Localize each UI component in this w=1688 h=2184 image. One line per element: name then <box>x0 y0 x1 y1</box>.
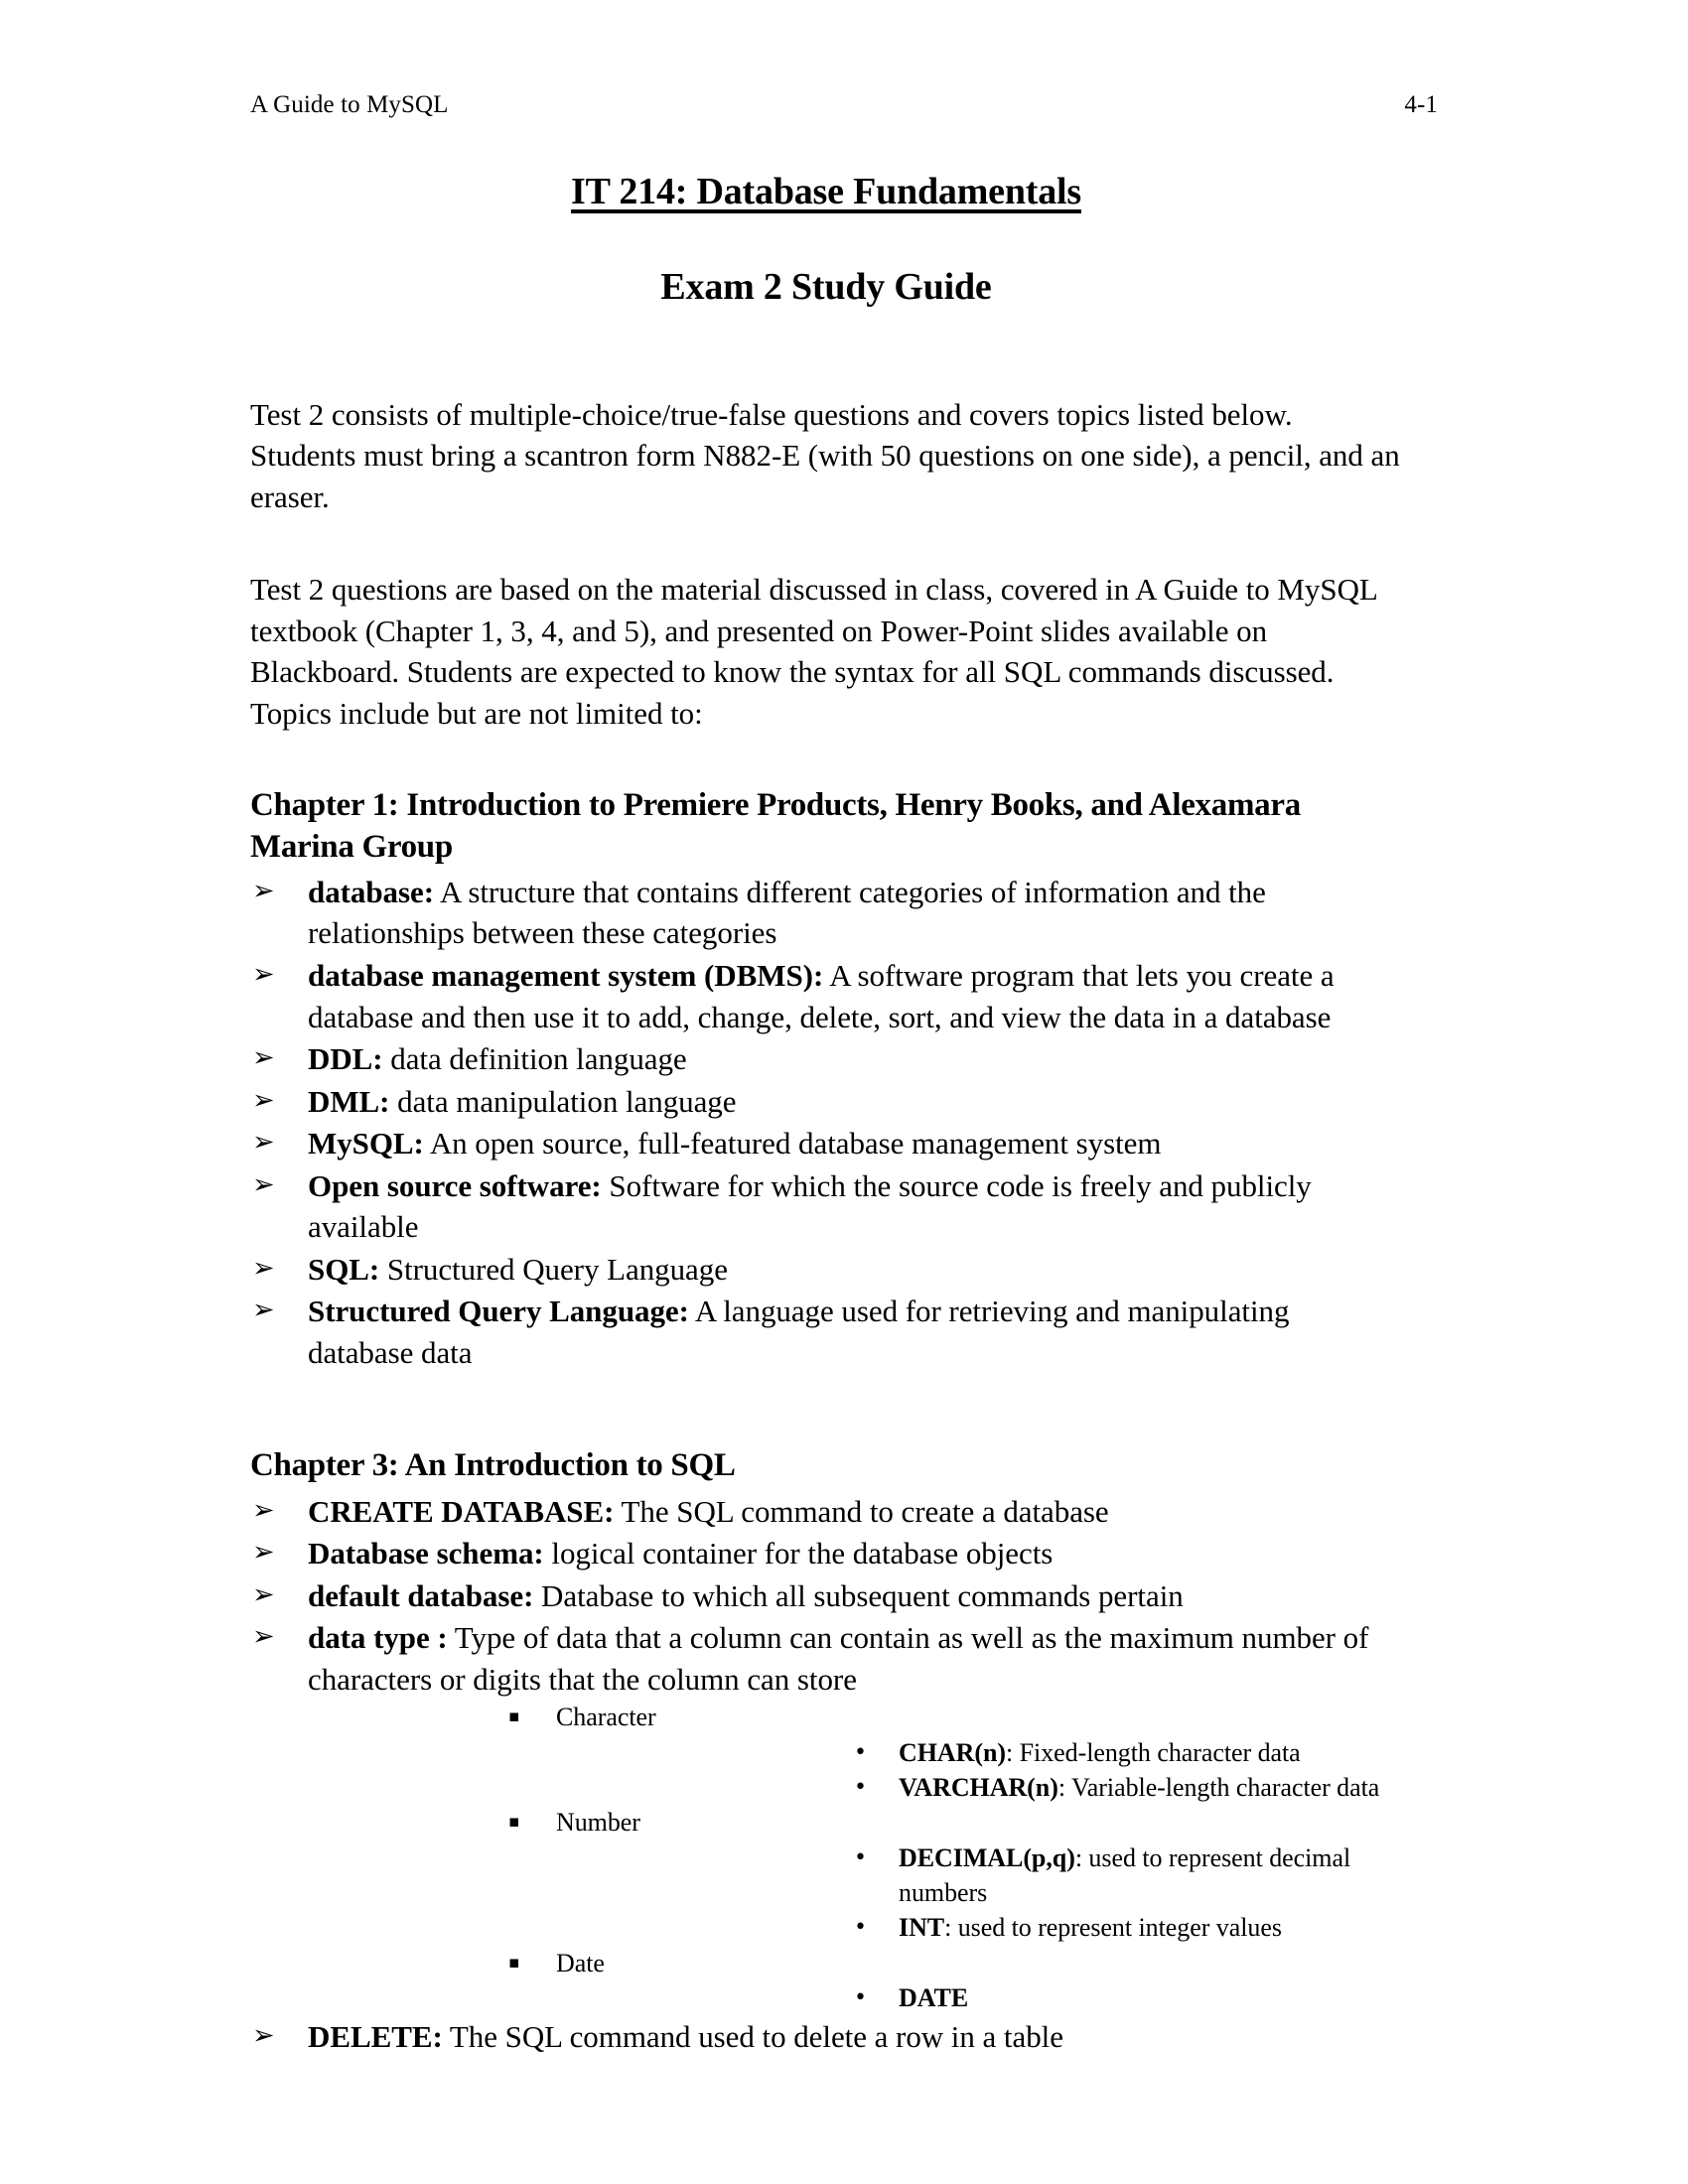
data-type-group-label: Number <box>556 1808 640 1838</box>
term-definition: Software for which the source code is freely and publicly available <box>308 1167 1312 1245</box>
term-label: MySQL: <box>308 1126 424 1161</box>
dot-bullet-icon: • <box>854 1915 867 1941</box>
running-header <box>250 91 1438 119</box>
arrow-bullet-icon: ➢ <box>252 1042 275 1074</box>
term-label: database: <box>308 874 435 909</box>
list-item <box>250 1617 1402 2015</box>
data-type-group-list <box>308 1700 1402 2015</box>
header-page-number: 4-1 <box>1404 91 1438 118</box>
chapter-3-list <box>250 1491 1402 2058</box>
arrow-bullet-icon: ➢ <box>252 1578 275 1610</box>
term-definition: data definition language <box>382 1041 687 1077</box>
list-item <box>556 1735 1402 1770</box>
dot-bullet-icon: • <box>854 1985 867 2011</box>
data-type-code: INT <box>899 1913 945 1943</box>
list-item <box>250 1291 1402 1373</box>
arrow-bullet-icon: ➢ <box>252 1494 275 1526</box>
term-definition: The SQL command to create a database <box>614 1493 1109 1529</box>
intro-paragraph-2: Test 2 questions are based on the material discussed in class, covered in A Guide to MySQL textbook (Chapter 1, 3, 4, and 5), and presented on Power-Point slides available on Blackboard. Students are expected to know the syntax for all SQL commands discussed. Topics include but are not limited to: <box>250 572 1377 731</box>
arrow-bullet-icon: ➢ <box>252 1252 275 1284</box>
dot-bullet-icon: • <box>854 1844 867 1870</box>
page-title-text: IT 214: Database Fundamentals <box>571 171 1081 212</box>
data-type-description: : Variable-length character data <box>1057 1772 1380 1802</box>
list-item <box>308 1700 1402 1805</box>
arrow-bullet-icon: ➢ <box>252 1084 275 1116</box>
data-type-code: CHAR(n) <box>899 1737 1006 1767</box>
arrow-bullet-icon: ➢ <box>252 875 275 906</box>
term-definition: logical container for the database objects <box>543 1536 1054 1571</box>
term-label: data type : <box>308 1620 448 1656</box>
chapter-3-heading: Chapter 3: An Introduction to SQL <box>250 1447 736 1484</box>
list-item <box>250 1575 1402 1617</box>
data-type-code: VARCHAR(n) <box>899 1772 1058 1802</box>
spacer <box>250 517 1402 569</box>
list-item <box>250 1165 1402 1248</box>
chapter-1-list <box>250 872 1402 1373</box>
dot-bullet-icon: • <box>854 1739 867 1765</box>
spacer <box>250 1374 1402 1445</box>
list-item <box>250 1081 1402 1123</box>
term-definition: data manipulation language <box>389 1083 737 1119</box>
spacer <box>250 734 1402 785</box>
square-bullet-icon: ▪ <box>508 1812 520 1833</box>
term-definition: A software program that lets you create a database and then use it to add, change, delete, sort, and view the data in a database <box>308 958 1335 1034</box>
data-type-description: : used to represent decimal numbers <box>899 1843 1351 1908</box>
term-label: CREATE DATABASE: <box>308 1493 615 1529</box>
intro-paragraph-1: Test 2 consists of multiple-choice/true-false questions and covers topics listed below. Students must bring a scantron form N882-E (with 50 questions on one side), a pencil, and an eraser. <box>250 396 1400 514</box>
page-title <box>250 169 1402 214</box>
document-body <box>250 169 1402 2059</box>
data-type-code: DECIMAL(p,q) <box>899 1843 1075 1872</box>
term-label: default database: <box>308 1577 534 1613</box>
term-label: DDL: <box>308 1041 383 1077</box>
term-label: SQL: <box>308 1251 380 1287</box>
list-item <box>250 1533 1402 1574</box>
term-definition: A language used for retrieving and manipulating database data <box>308 1294 1290 1370</box>
term-label: Open source software: <box>308 1167 602 1203</box>
data-type-group-label: Character <box>556 1703 656 1732</box>
term-label: DELETE: <box>308 2019 443 2055</box>
list-item <box>308 1946 1402 2016</box>
list-item <box>556 1980 1402 2015</box>
list-item <box>556 1841 1402 1911</box>
list-item <box>556 1910 1402 1945</box>
term-definition: Database to which all subsequent commands pertain <box>533 1577 1184 1613</box>
term-label: database management system (DBMS): <box>308 958 824 993</box>
arrow-bullet-icon: ➢ <box>252 1537 275 1569</box>
header-left-text: A Guide to MySQL <box>250 91 449 118</box>
list-item <box>250 955 1402 1037</box>
term-definition: Type of data that a column can contain as well as the maximum number of characters or digits that the column can store <box>308 1620 1369 1697</box>
term-definition: The SQL command used to delete a row in a table <box>442 2019 1063 2055</box>
list-item <box>250 872 1402 954</box>
list-item <box>250 1038 1402 1080</box>
arrow-bullet-icon: ➢ <box>252 2020 275 2052</box>
chapter-1-heading: Chapter 1: Introduction to Premiere Products, Henry Books, and Alexamara Marina Group <box>250 787 1301 865</box>
arrow-bullet-icon: ➢ <box>252 959 275 990</box>
term-label: Structured Query Language: <box>308 1294 689 1329</box>
data-type-group-label: Date <box>556 1948 605 1978</box>
list-item <box>556 1770 1402 1805</box>
square-bullet-icon: ▪ <box>508 1952 520 1973</box>
list-item <box>250 1249 1402 1291</box>
data-type-description: : used to represent integer values <box>944 1913 1282 1943</box>
list-item <box>308 1805 1402 1945</box>
arrow-bullet-icon: ➢ <box>252 1127 275 1159</box>
dot-bullet-icon: • <box>854 1774 867 1800</box>
page-subtitle: Exam 2 Study Guide <box>660 266 992 309</box>
term-label: DML: <box>308 1083 390 1119</box>
list-item <box>250 1491 1402 1533</box>
data-type-entry-list <box>556 1841 1402 1946</box>
square-bullet-icon: ▪ <box>508 1706 520 1727</box>
term-definition: Structured Query Language <box>379 1251 728 1287</box>
term-definition: A structure that contains different categories of information and the relationships between these categories <box>308 874 1266 951</box>
data-type-description: : Fixed-length character data <box>1005 1737 1301 1767</box>
arrow-bullet-icon: ➢ <box>252 1168 275 1200</box>
term-definition: An open source, full-featured database management system <box>423 1126 1162 1161</box>
term-label: Database schema: <box>308 1536 544 1571</box>
data-type-code: DATE <box>899 1983 969 2013</box>
list-item <box>250 2016 1402 2058</box>
arrow-bullet-icon: ➢ <box>252 1621 275 1653</box>
arrow-bullet-icon: ➢ <box>252 1295 275 1326</box>
data-type-entry-list <box>556 1980 1402 2015</box>
spacer <box>250 311 1402 394</box>
list-item <box>250 1123 1402 1164</box>
data-type-entry-list <box>556 1735 1402 1806</box>
